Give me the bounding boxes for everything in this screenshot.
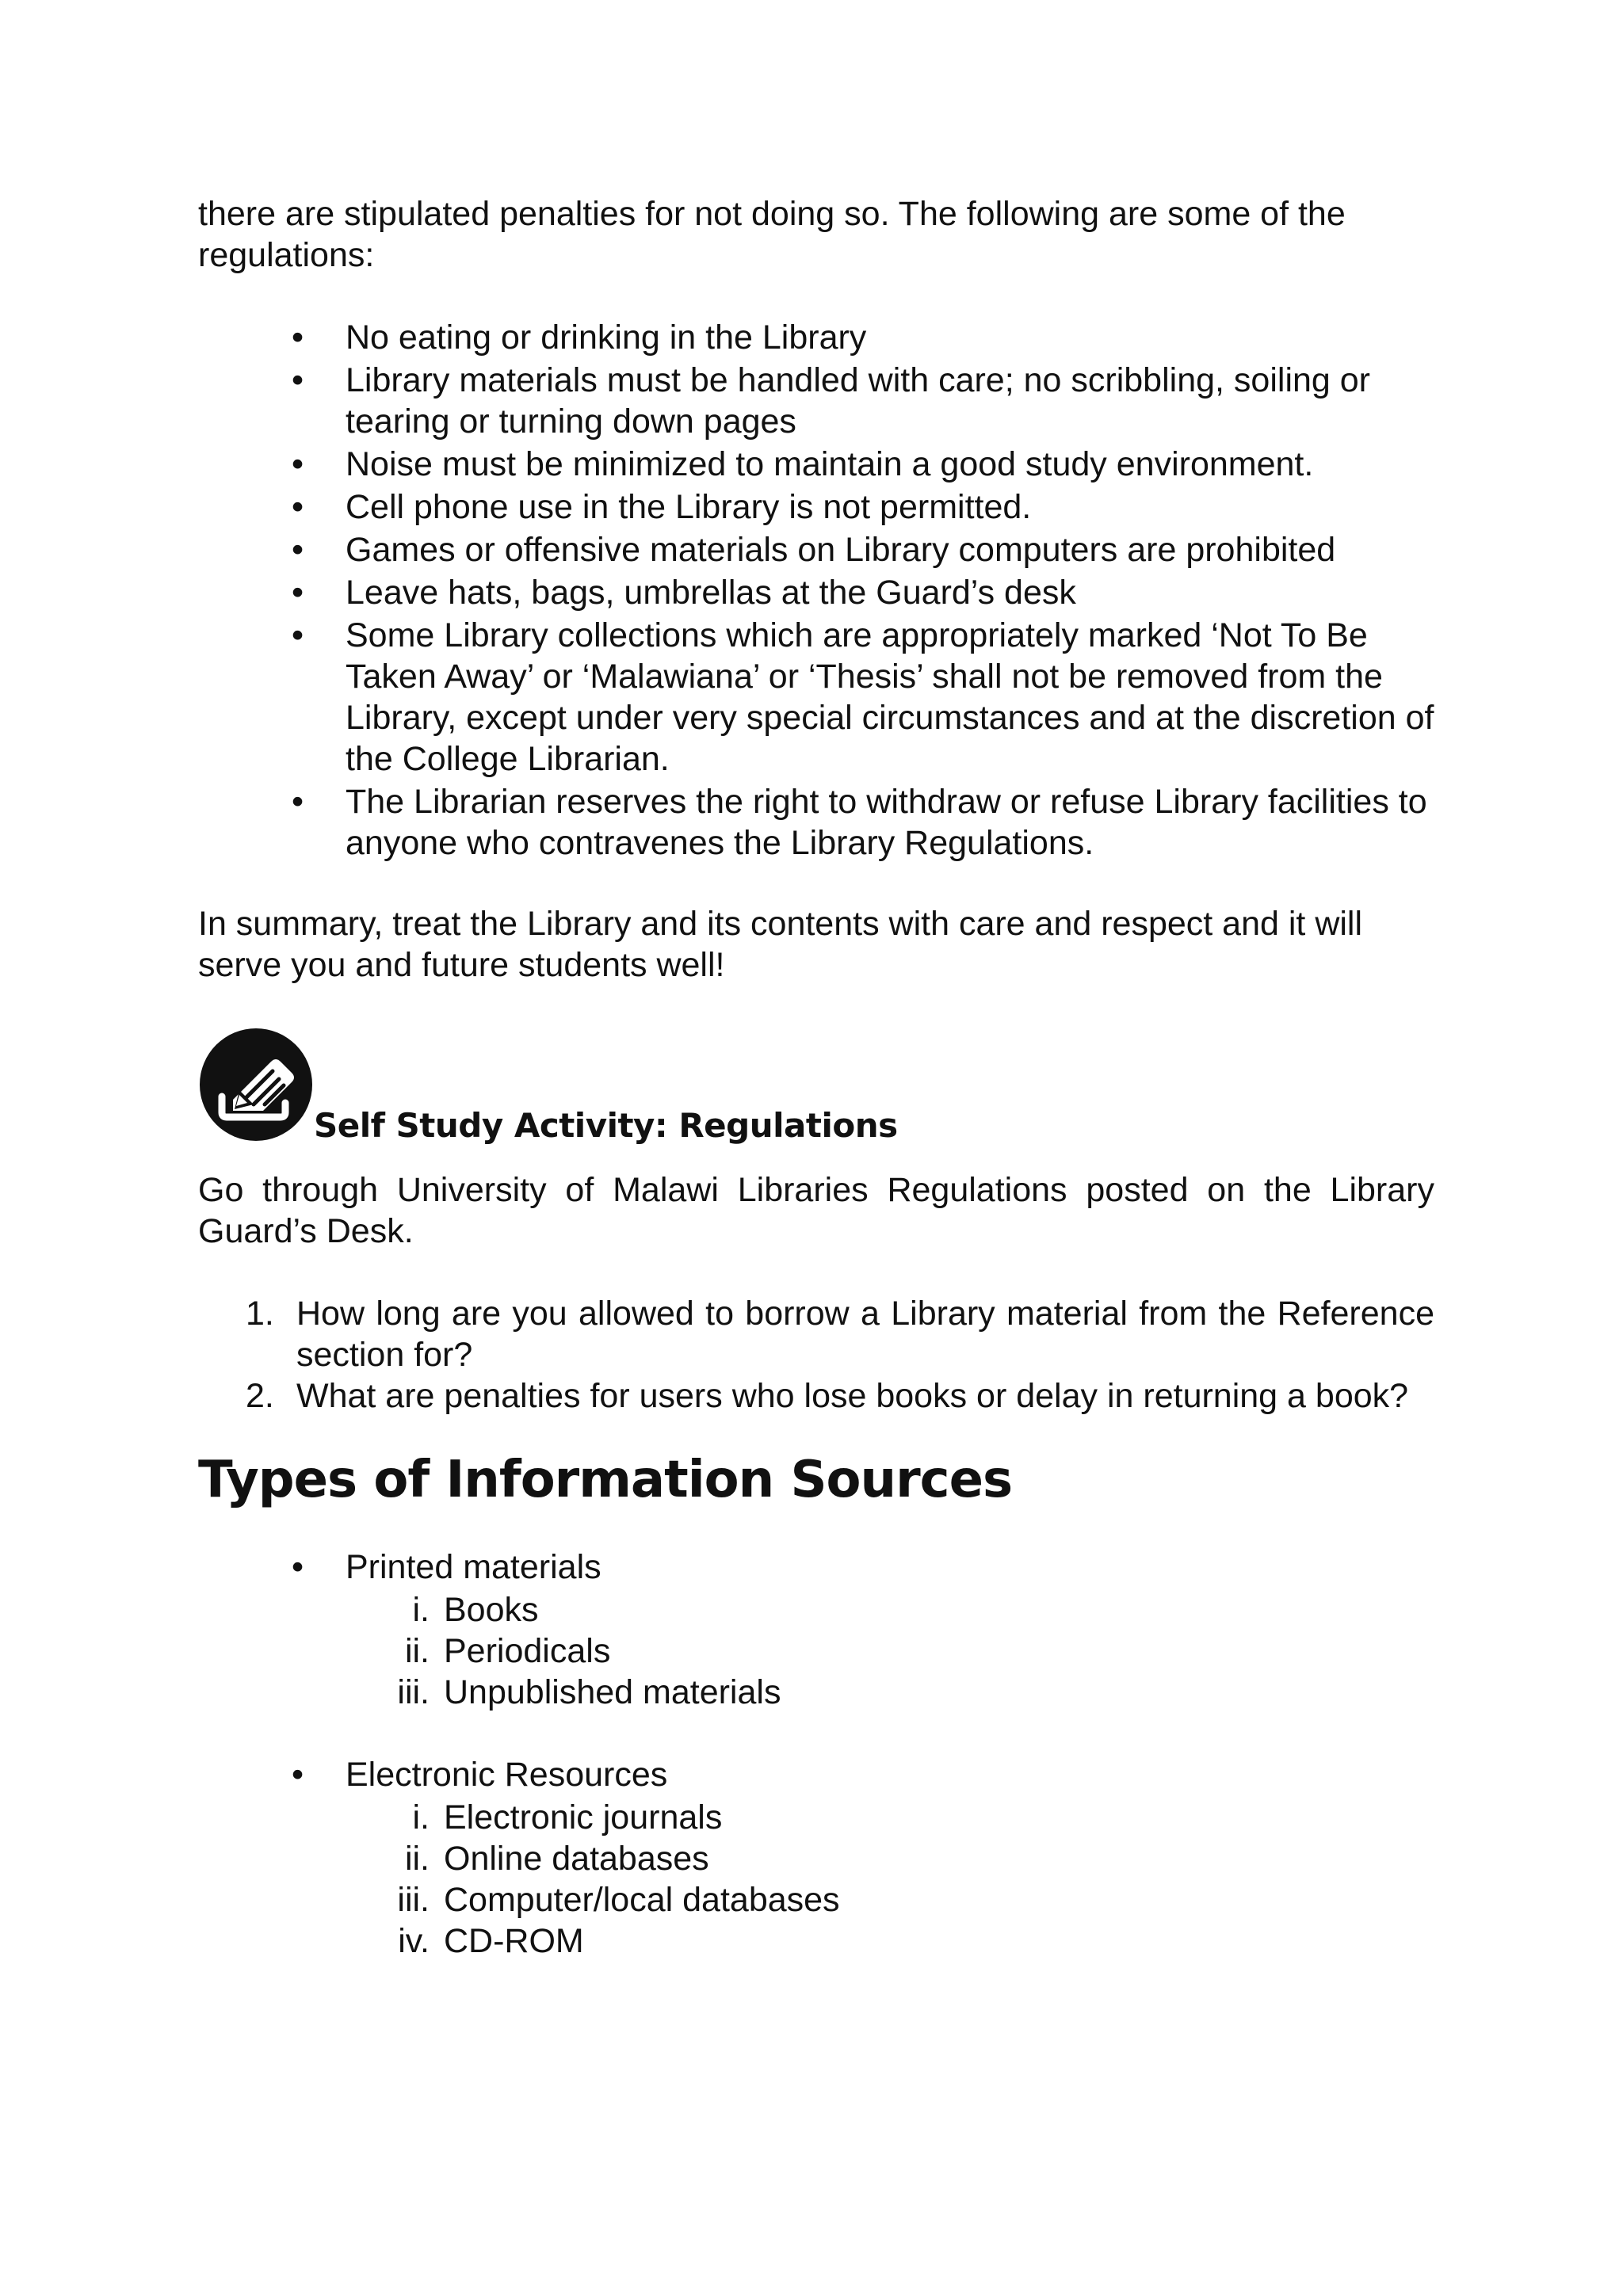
- activity-questions: [198, 1293, 1434, 1417]
- question-number: 2.: [246, 1377, 274, 1415]
- roman-numeral: iii.: [397, 1673, 430, 1711]
- list-item: • The Librarian reserves the right to withdraw or refuse Library facilities to anyone who contravenes the Library Regulations.: [198, 781, 1434, 864]
- source-item: Electronic journals: [444, 1798, 723, 1836]
- list-item: [198, 1375, 1434, 1417]
- list-item: [198, 1672, 1434, 1713]
- roman-numeral: ii.: [404, 1632, 430, 1670]
- regulations-list: [198, 317, 1434, 864]
- list-item: [198, 1754, 1434, 1795]
- roman-numeral: iv.: [398, 1922, 430, 1960]
- source-item: Periodicals: [444, 1632, 611, 1670]
- pencil-note-icon: [198, 1027, 314, 1142]
- document-page: [198, 193, 1434, 1962]
- list-item: • Games or offensive materials on Library computers are prohibited: [198, 529, 1434, 570]
- source-group-label: Printed materials: [346, 1548, 601, 1586]
- self-study-activity-header: [198, 1027, 1434, 1146]
- list-item: [198, 1547, 1434, 1588]
- list-item: • Leave hats, bags, umbrellas at the Guard’s desk: [198, 572, 1434, 613]
- list-item: • Some Library collections which are appropriately marked ‘Not To Be Taken Away’ or ‘Malawiana’ or ‘Thesis’ shall not be removed from the Library, except under very special circumstances and at the discretion of the College Librarian.: [198, 615, 1434, 780]
- list-item: [198, 1589, 1434, 1630]
- roman-numeral: ii.: [404, 1840, 430, 1878]
- source-item: Books: [444, 1591, 539, 1629]
- roman-numeral: i.: [412, 1798, 430, 1836]
- list-item: [198, 1630, 1434, 1672]
- source-item: CD-ROM: [444, 1922, 584, 1960]
- roman-numeral: i.: [412, 1591, 430, 1629]
- list-item: [198, 1879, 1434, 1920]
- source-group-label: Electronic Resources: [346, 1756, 668, 1794]
- question-text: How long are you allowed to borrow a Library material from the Reference section for?: [296, 1295, 1434, 1374]
- source-item: Online databases: [444, 1840, 709, 1878]
- source-item: Unpublished materials: [444, 1673, 781, 1711]
- electronic-resources-list: [198, 1797, 1434, 1962]
- list-item: • No eating or drinking in the Library: [198, 317, 1434, 358]
- source-item: Computer/local databases: [444, 1881, 840, 1919]
- list-item: [198, 1838, 1434, 1879]
- activity-title: Self Study Activity: Regulations: [314, 1106, 898, 1145]
- intro-paragraph: there are stipulated penalties for not doing so. The following are some of the regulations:: [198, 195, 1346, 274]
- list-item: • Noise must be minimized to maintain a good study environment.: [198, 444, 1434, 485]
- section-heading: Types of Information Sources: [198, 1451, 1013, 1509]
- question-number: 1.: [246, 1295, 274, 1333]
- sources-list: [198, 1754, 1434, 1795]
- summary-paragraph: In summary, treat the Library and its contents with care and respect and it will serve you and future students well!: [198, 905, 1363, 984]
- question-text: What are penalties for users who lose books or delay in returning a book?: [296, 1377, 1409, 1415]
- list-item: [198, 1293, 1434, 1375]
- list-item: • Cell phone use in the Library is not permitted.: [198, 486, 1434, 528]
- activity-instruction: Go through University of Malawi Libraries Regulations posted on the Library Guard’s Desk.: [198, 1171, 1434, 1250]
- list-item: [198, 1797, 1434, 1838]
- printed-materials-list: [198, 1589, 1434, 1713]
- sources-list: [198, 1547, 1434, 1588]
- roman-numeral: iii.: [397, 1881, 430, 1919]
- list-item: • Library materials must be handled with care; no scribbling, soiling or tearing or turning down pages: [198, 360, 1434, 442]
- list-item: [198, 1920, 1434, 1962]
